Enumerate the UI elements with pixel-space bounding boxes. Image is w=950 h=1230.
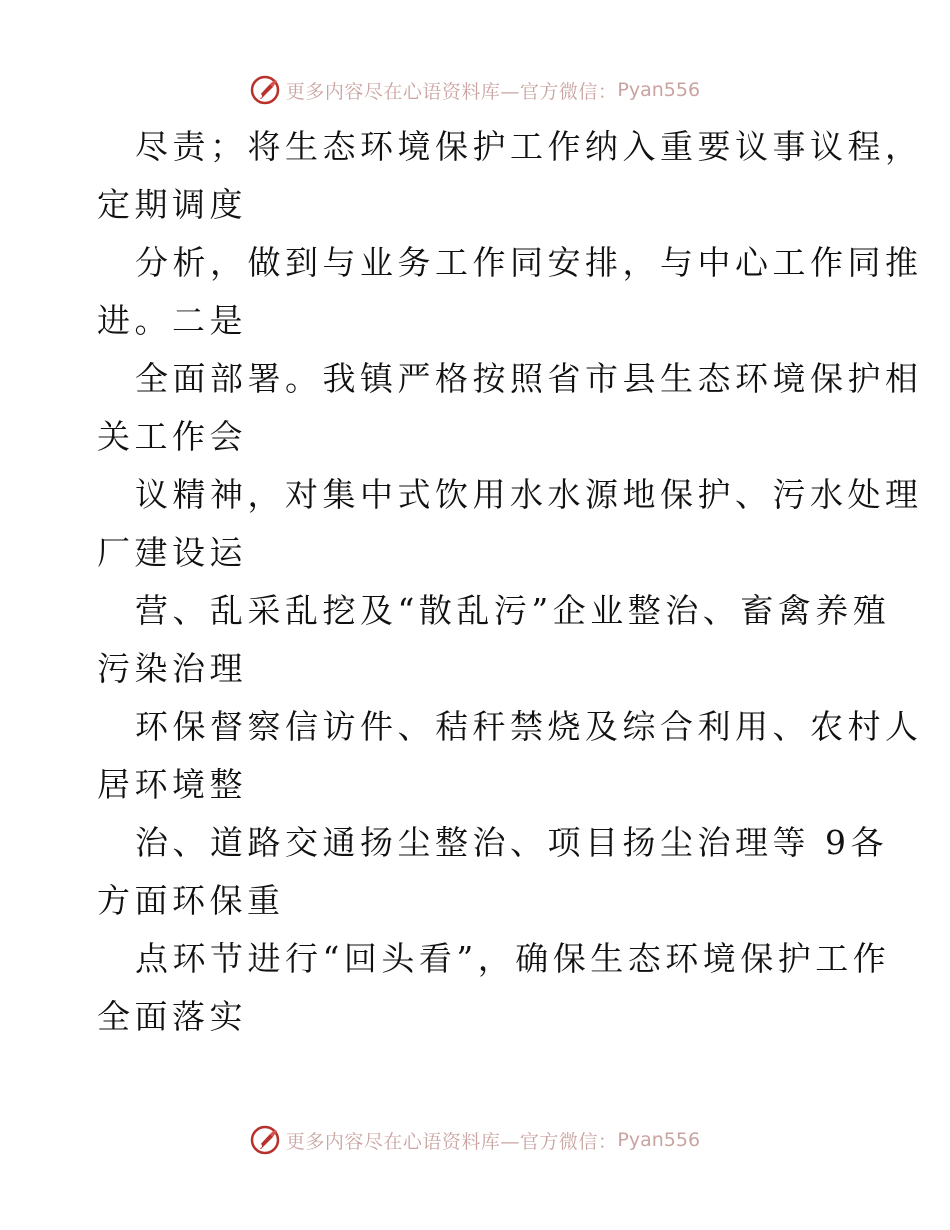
paragraph-line: 关工作会 (97, 417, 247, 456)
footer-banner-text: 更多内容尽在心语资料库—官方微信： (285, 1130, 618, 1153)
paragraph-line: 进。二是 (97, 301, 247, 340)
paragraph-line: 定期调度 (97, 185, 247, 224)
header-banner (0, 70, 950, 110)
paragraph-line: 方面环保重 (97, 881, 285, 920)
paragraph-line: 居环境整 (97, 765, 247, 804)
paragraph-line: 分析，做到与业务工作同安排，与中心工作同推 (135, 243, 923, 282)
paragraph-line: 厂建设运 (97, 533, 247, 572)
footer-banner (0, 1120, 950, 1160)
header-banner-text: 更多内容尽在心语资料库—官方微信： (285, 80, 618, 103)
quill-pen-logo-icon (250, 1125, 280, 1155)
paragraph-line: 议精神，对集中式饮用水水源地保护、污水处理 (135, 475, 923, 514)
header-banner-contact: Pyan556 (617, 79, 701, 101)
paragraph-line: 污染治理 (97, 649, 247, 688)
paragraph-line: 全面落实 (97, 997, 247, 1036)
quill-pen-logo-icon (250, 75, 280, 105)
paragraph-line: 全面部署。我镇严格按照省市县生态环境保护相 (135, 359, 923, 398)
paragraph-line: 环保督察信访件、秸秆禁烧及综合利用、农村人 (135, 707, 923, 746)
paragraph-line: 尽责；将生态环境保护工作纳入重要议事议程， (135, 127, 923, 166)
paragraph-line: 点环节进行“回头看”，确保生态环境保护工作 (135, 939, 891, 978)
paragraph-line: 治、道路交通扬尘整治、项目扬尘治理等 9各 (135, 823, 888, 862)
document-body (97, 118, 923, 1046)
paragraph-line: 营、乱采乱挖及“散乱污”企业整治、畜禽养殖 (135, 591, 891, 630)
footer-banner-contact: Pyan556 (617, 1129, 701, 1151)
